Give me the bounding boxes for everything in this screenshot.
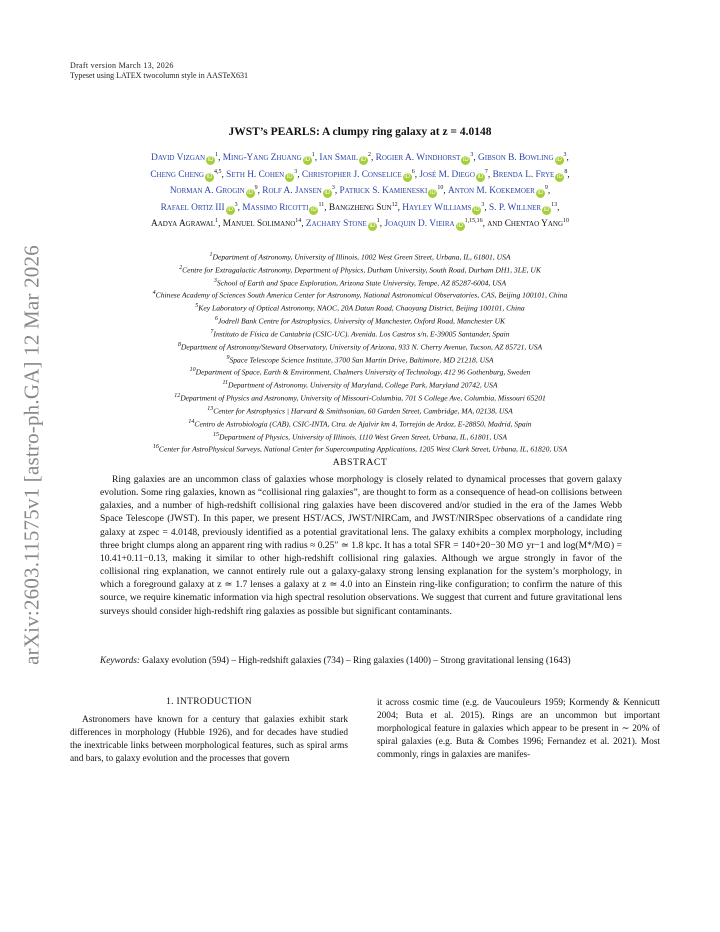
affiliation-item xyxy=(40,288,680,301)
orcid-icon[interactable]: iD xyxy=(227,206,233,213)
author-affiliation-number: 10 xyxy=(437,185,444,192)
author-affiliation-number: 13 xyxy=(551,201,558,208)
affiliation-item xyxy=(40,327,680,340)
affiliation-number: 2 xyxy=(179,264,183,271)
draft-version-line: Draft version March 13, 2026 xyxy=(70,61,174,70)
affiliation-text: Department of Astronomy/Steward Observatory, University of Arizona, 933 N. Cherry Avenue, Tucson, AZ 85721, USA xyxy=(180,342,543,352)
author-name: Bangzheng Sun xyxy=(328,202,392,213)
keywords-text: Galaxy evolution (594) – High-redshift galaxies (734) – Ring galaxies (1400) – Strong gravitational lensing (1643) xyxy=(142,656,571,666)
abstract-body: Ring galaxies are an uncommon class of galaxies whose morphology is closely related to dynamical processes that govern galaxy evolution. Some ring galaxies, known as “collisional ring galaxies”, are thought to form as a consequence of head-on collisions between galaxies, and a number of high-redshift collisional ring galaxies have been discovered and/or studied in the era of the James Webb Space Telescope (JWST). In this paper, we present HST/ACS, JWST/NIRCam, and JWST/NIRSpec observations of a candidate ring galaxy at zspec = 4.0148, previously identified as a potential gravitational lens. The galaxy exhibits a complex morphology, including three bright clumps along an apparent ring with radius ≈ 0.25″ ≃ 1.8 kpc. It has a total SFR = 140+20−30 M⊙ yr−1 and log(M*/M⊙) = 10.41+0.11−0.13, making it similar to other high-redshift collisional ring galaxies. Although we argue strongly in favor of the collisional ring explanation, we cannot entirely rule out a galaxy-galaxy strong lensing explanation for the system’s morphology, in which a foreground galaxy at z ≃ 1.7 lenses a galaxy at z ≃ 4.0 into an Einstein ring-like configuration; to confirm the nature of this source, we require kinematic information via high spectral resolution observations. We suggest that current and future gravitational lens surveys should consider high-redshift ring galaxies as possible but significant contaminants. xyxy=(100,474,622,617)
affiliation-number: 10 xyxy=(189,367,196,374)
author-name[interactable]: S. P. Willner xyxy=(489,202,542,213)
affiliation-item xyxy=(40,301,680,314)
orcid-icon[interactable]: iD xyxy=(457,223,463,230)
affiliation-number: 16 xyxy=(152,444,159,451)
author-affiliation-number: 2 xyxy=(367,152,371,158)
affiliation-item xyxy=(40,250,680,263)
paper-title: JWST’s PEARLS: A clumpy ring galaxy at z = 4.0148 xyxy=(228,126,492,138)
author-name[interactable]: Brenda L. Frye xyxy=(492,169,555,180)
affiliation-number: 14 xyxy=(188,418,195,425)
author-affiliation-number: 9 xyxy=(544,185,548,192)
author-name[interactable]: Zachary Stone xyxy=(305,219,367,230)
orcid-icon[interactable]: iD xyxy=(556,157,562,164)
orcid-icon[interactable]: iD xyxy=(463,157,469,164)
affiliation-number: 13 xyxy=(207,405,214,412)
orcid-icon[interactable]: iD xyxy=(286,173,293,180)
author-name[interactable]: Ian Smail xyxy=(319,153,358,164)
author-name[interactable]: Christopher J. Conselice xyxy=(301,169,402,180)
author-affiliation-number: 3 xyxy=(234,201,238,208)
orcid-icon[interactable]: iD xyxy=(369,223,376,230)
author-name[interactable]: Patrick S. Kamieneski xyxy=(339,186,428,197)
author-name[interactable]: José M. Diego xyxy=(419,169,475,180)
affiliation-number: 15 xyxy=(212,431,219,438)
affiliation-item xyxy=(40,378,680,391)
affiliation-text: Instituto de Física de Cantabria (CSIC-UC). Avenida. Los Castros s/n, E-39005 Santander, Spain xyxy=(213,329,510,339)
author-name[interactable]: Hayley Williams xyxy=(402,202,472,213)
orcid-icon[interactable]: iD xyxy=(537,190,544,197)
typeset-line: Typeset using LATEX twocolumn style in AASTeX631 xyxy=(70,71,248,80)
author-affiliation-number: 1 xyxy=(215,152,219,158)
author-name[interactable]: Norman A. Grogin xyxy=(169,186,245,197)
affiliation-item xyxy=(40,391,680,404)
author-name[interactable]: Massimo Ricotti xyxy=(242,202,309,213)
affiliation-text: Department of Astronomy, University of Maryland, College Park, Maryland 20742, USA xyxy=(228,380,498,390)
affiliation-number: 7 xyxy=(210,328,214,335)
orcid-icon[interactable]: iD xyxy=(477,173,484,180)
orcid-icon[interactable]: iD xyxy=(429,190,436,197)
orcid-icon[interactable]: iD xyxy=(311,206,317,213)
section-heading-introduction: 1. INTRODUCTION xyxy=(166,697,252,707)
orcid-icon[interactable]: iD xyxy=(304,157,311,164)
author-affiliation-number: 6 xyxy=(411,168,415,175)
orcid-icon[interactable]: iD xyxy=(474,206,480,213)
affiliation-item xyxy=(40,276,680,289)
affiliation-item xyxy=(40,442,680,455)
affiliation-item xyxy=(40,365,680,378)
orcid-icon[interactable]: iD xyxy=(556,173,563,180)
author-name[interactable]: Rogier A. Windhorst xyxy=(375,153,461,164)
keywords xyxy=(100,655,680,668)
affiliation-item xyxy=(40,340,680,353)
author-name[interactable]: Joaquin D. Vieira xyxy=(384,219,455,230)
intro-column-1: Astronomers have known for a century that galaxies exhibit stark differences in morphology (Hubble 1926), and for decades have studied the inextricable links between morphological features, such as spiral arms and bars, to galaxy evolution and the processes that govern xyxy=(70,715,348,765)
affiliation-item xyxy=(40,314,680,327)
affiliation-number: 3 xyxy=(213,277,217,284)
author-line: Cheng Cheng iD$^{4,5}$, Seth H. Cohen $iD^3$, Christopher J. Conselice $iD^6$, José M. Diego $iD^7$, Brenda L. Frye $iD^8$, xyxy=(150,168,570,180)
affiliation-text: Key Laboratory of Optical Astronomy, NAOC, 20A Datun Road, Chaoyang District, Beijing 100101, China xyxy=(198,303,525,313)
orcid-icon[interactable]: iD xyxy=(247,190,253,197)
affiliation-text: Centre for Extragalactic Astronomy, Department of Physics, Durham University, South Road, Durham DH1, 3LE, UK xyxy=(182,265,541,275)
author-name: Aadya Agrawal xyxy=(150,219,216,230)
author-line: Rafael Ortiz III $iD^3$, Massimo Ricotti $iD^{11}$, Bangzheng Sun$^{12}$, Hayley Williams $iD^3$, S. P. Willner $iD^{13}$, xyxy=(160,201,560,213)
affiliation-text: Department of Physics and Astronomy, University of Missouri-Columbia, 701 S College Ave, Columbia, Missouri 65201 xyxy=(180,393,546,403)
affiliation-text: Jodrell Bank Centre for Astrophysics, University of Manchester, Oxford Road, Manchester UK xyxy=(217,316,506,326)
affiliation-number: 5 xyxy=(195,303,199,310)
author-affiliation-number: 8 xyxy=(564,168,568,175)
author-name[interactable]: Rolf A. Jansen xyxy=(262,186,322,197)
author-name: Manuel Solimano xyxy=(222,219,296,230)
author-name[interactable]: Gibson B. Bowling xyxy=(478,153,554,164)
author-affiliation-number: 1 xyxy=(376,218,380,225)
author-affiliation-number: 14 xyxy=(295,218,302,225)
author-affiliation-number: 11 xyxy=(318,201,325,208)
affiliation-number: 9 xyxy=(226,354,230,361)
affiliation-text: Space Telescope Science Institute, 3700 San Martin Drive, Baltimore, MD 21218, USA xyxy=(229,355,494,365)
author-affiliation-number: 4,5 xyxy=(213,168,222,175)
intro-column-2: it across cosmic time (e.g. de Vaucouleurs 1959; Kormendy & Kennicutt 2004; Buta et al. 2015). Rings are an uncommon but important morphological feature in galaxies which appear to be present in ∼ 20% of spiral galaxies (e.g. Buta & Combes 1996; Fernandez et al. 2021). Most commonly, rings in galaxies are manifes- xyxy=(377,698,660,761)
arxiv-id: arXiv:2603.11575v1 [astro-ph.GA] 12 Mar 2026 xyxy=(19,245,44,665)
affiliation-text: Chinese Academy of Sciences South America Center for Astronomy, National Astronomical Observatories, CAS, Beijing 100101, China xyxy=(155,291,568,301)
affiliation-item xyxy=(40,263,680,276)
orcid-icon[interactable]: iD xyxy=(360,157,367,164)
orcid-icon[interactable]: iD xyxy=(206,173,213,180)
affiliation-text: Department of Physics, University of Illinois, 1110 West Green Street, Urbana, IL, 61801, USA xyxy=(218,432,508,442)
orcid-icon[interactable]: iD xyxy=(404,173,411,180)
author-name[interactable]: Ming-Yang Zhuang xyxy=(222,153,302,164)
affiliation-text: Center for Astrophysics | Harvard & Smithsonian, 60 Garden Street, Cambridge, MA, 02138, USA xyxy=(213,406,513,416)
orcid-icon[interactable]: iD xyxy=(324,190,331,197)
author-line: Aadya Agrawal$^1$, Manuel Solimano$^{14}$, Zachary Stone $iD^1$, Joaquin D. Vieira iD$^{1,15,16}$, and Chentao Yang$^{10}$ xyxy=(150,218,569,230)
affiliation-number: 11 xyxy=(222,380,228,387)
affiliation-number: 1 xyxy=(209,252,213,258)
keywords-label: Keywords: xyxy=(100,656,140,666)
author-name[interactable]: David Vizgan xyxy=(151,153,206,164)
affiliation-list xyxy=(40,250,680,455)
author-affiliation-number: 1 xyxy=(215,218,219,225)
author-affiliation-number: 1,15,16 xyxy=(464,218,483,225)
affiliation-item xyxy=(40,404,680,417)
affiliation-text: Department of Space, Earth & Environment, Chalmers University of Technology, 412 96 Gothenburg, Sweden xyxy=(195,367,531,377)
affiliation-number: 4 xyxy=(152,290,156,297)
author-line: Norman A. Grogin $iD^9$, Rolf A. Jansen $iD^3$, Patrick S. Kamieneski $iD^{10}$, Anton M. Koekemoer $iD^9$, xyxy=(169,185,551,197)
author-affiliation-number: 9 xyxy=(254,185,258,192)
orcid-icon[interactable]: iD xyxy=(543,206,550,213)
author-list xyxy=(60,149,660,232)
affiliation-text: Department of Astronomy, University of Illinois, 1002 West Green Street, Urbana, IL, 61801, USA xyxy=(212,252,511,262)
author-affiliation-number: 7 xyxy=(484,168,488,175)
affiliation-text: Centro de Astrobiología (CAB), CSIC-INTA, Ctra. de Ajalvir km 4, Torrejón de Ardoz, E-28850, Madrid, Spain xyxy=(194,419,532,429)
author-name[interactable]: Seth H. Cohen xyxy=(226,169,285,180)
affiliation-text: Center for AstroPhysical Surveys, National Center for Supercomputing Applications, 1205 West Clark Street, Urbana, IL, 61820, USA xyxy=(158,444,568,454)
author-affiliation-number: 12 xyxy=(391,201,398,208)
affiliation-item xyxy=(40,430,680,443)
author-name: and Chentao Yang xyxy=(487,219,563,230)
author-affiliation-number: 3 xyxy=(470,152,474,158)
author-line: David Vizgan $iD^1$, Ming-Yang Zhuang $iD^1$, Ian Smail $iD^2$, Rogier A. Windhorst $iD^3$, Gibson B. Bowling $iD^3$, xyxy=(151,152,569,164)
author-name[interactable]: Cheng Cheng xyxy=(150,169,204,180)
author-affiliation-number: 3 xyxy=(563,152,567,158)
author-affiliation-number: 3 xyxy=(294,168,298,175)
affiliation-item xyxy=(40,353,680,366)
author-name[interactable]: Anton M. Koekemoer xyxy=(447,186,535,197)
author-affiliation-number: 1 xyxy=(311,152,315,158)
author-affiliation-number: 3 xyxy=(331,185,335,192)
abstract-heading: ABSTRACT xyxy=(332,457,388,468)
affiliation-number: 6 xyxy=(214,316,218,323)
affiliation-number: 8 xyxy=(177,341,181,348)
affiliation-text: School of Earth and Space Exploration, Arizona State University, Tempe, AZ 85287-6004, USA xyxy=(216,278,507,288)
affiliation-item xyxy=(40,417,680,430)
affiliation-number: 12 xyxy=(174,393,181,400)
author-affiliation-number: 10 xyxy=(563,218,569,225)
author-name[interactable]: Rafael Ortiz III xyxy=(160,202,225,213)
author-affiliation-number: 3 xyxy=(481,201,485,208)
orcid-icon[interactable]: iD xyxy=(207,157,214,164)
